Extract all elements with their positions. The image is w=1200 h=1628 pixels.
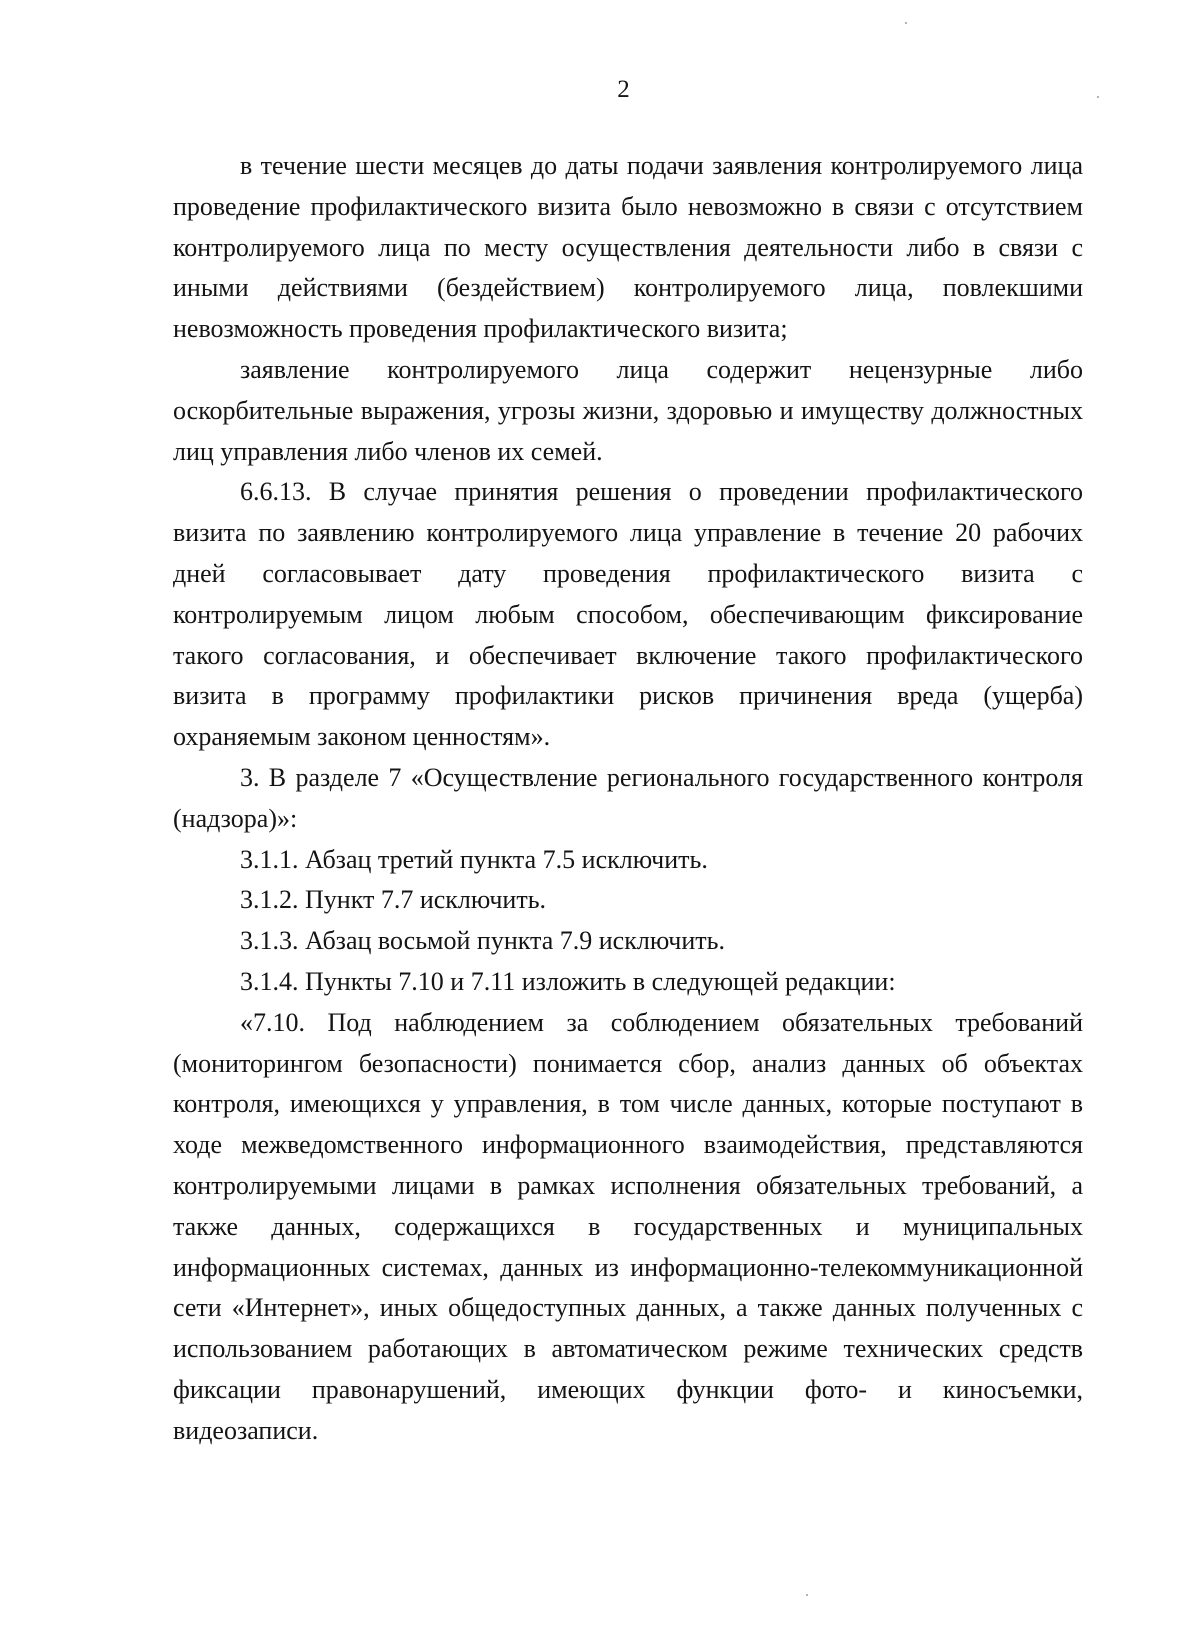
paragraph-3-1-3: 3.1.3. Абзац восьмой пункта 7.9 исключить. (240, 926, 725, 956)
scan-speck (1097, 96, 1099, 98)
paragraph-3-1-1: 3.1.1. Абзац третий пункта 7.5 исключить. (240, 844, 708, 874)
paragraph-7-10: «7.10. Под наблюдением за соблюдением обязательных требований (мониторингом безопасности) понимается сбор, анализ данных об объектах контроля, имеющихся у управления, в том числе данных, которые поступают в ходе межведомственного информационного взаимодействия, представляются контролируемыми лицами в рамках исполнения обязательных требований, а также данных, содержащихся в государственных и муниципальных информационных системах, данных из информационно-телекоммуникационной сети «Интернет», иных общедоступных данных, а также данных полученных с использованием работающих в автоматическом режиме технических средств фиксации правонарушений, имеющих функции фото- и киносъемки, видеозаписи. (173, 1007, 1083, 1445)
page-number: 2 (617, 76, 630, 103)
paragraph-3-1-2: 3.1.2. Пункт 7.7 исключить. (240, 885, 547, 915)
paragraph-3-1-4: 3.1.4. Пункты 7.10 и 7.11 изложить в следующей редакции: (240, 966, 896, 996)
scan-speck (905, 22, 907, 24)
paragraph-section-3: 3. В разделе 7 «Осуществление регионального государственного контроля (надзора)»: (173, 762, 1083, 833)
paragraph-6-6-13: 6.6.13. В случае принятия решения о проведении профилактического визита по заявлению контролируемого лица управление в течение 20 рабочих дней согласовывает дату проведения профилактического визита с контролируемым лицом любым способом, обеспечивающим фиксирование такого согласования, и обеспечивает включение такого профилактического визита в программу профилактики рисков причинения вреда (ущерба) охраняемым законом ценностям». (173, 477, 1083, 752)
scan-speck (806, 1594, 808, 1596)
paragraph-refusal-reason-offensive: заявление контролируемого лица содержит нецензурные либо оскорбительные выражения, угрозы жизни, здоровью и имуществу должностных лиц управления либо членов их семей. (173, 354, 1083, 466)
paragraph-refusal-reason-absence: в течение шести месяцев до даты подачи заявления контролируемого лица проведение профилактического визита было невозможно в связи с отсутствием контролируемого лица по месту осуществления деятельности либо в связи с иными действиями (бездействием) контролируемого лица, повлекшими невозможность проведения профилактического визита; (173, 151, 1083, 344)
document-body (173, 146, 1083, 1452)
